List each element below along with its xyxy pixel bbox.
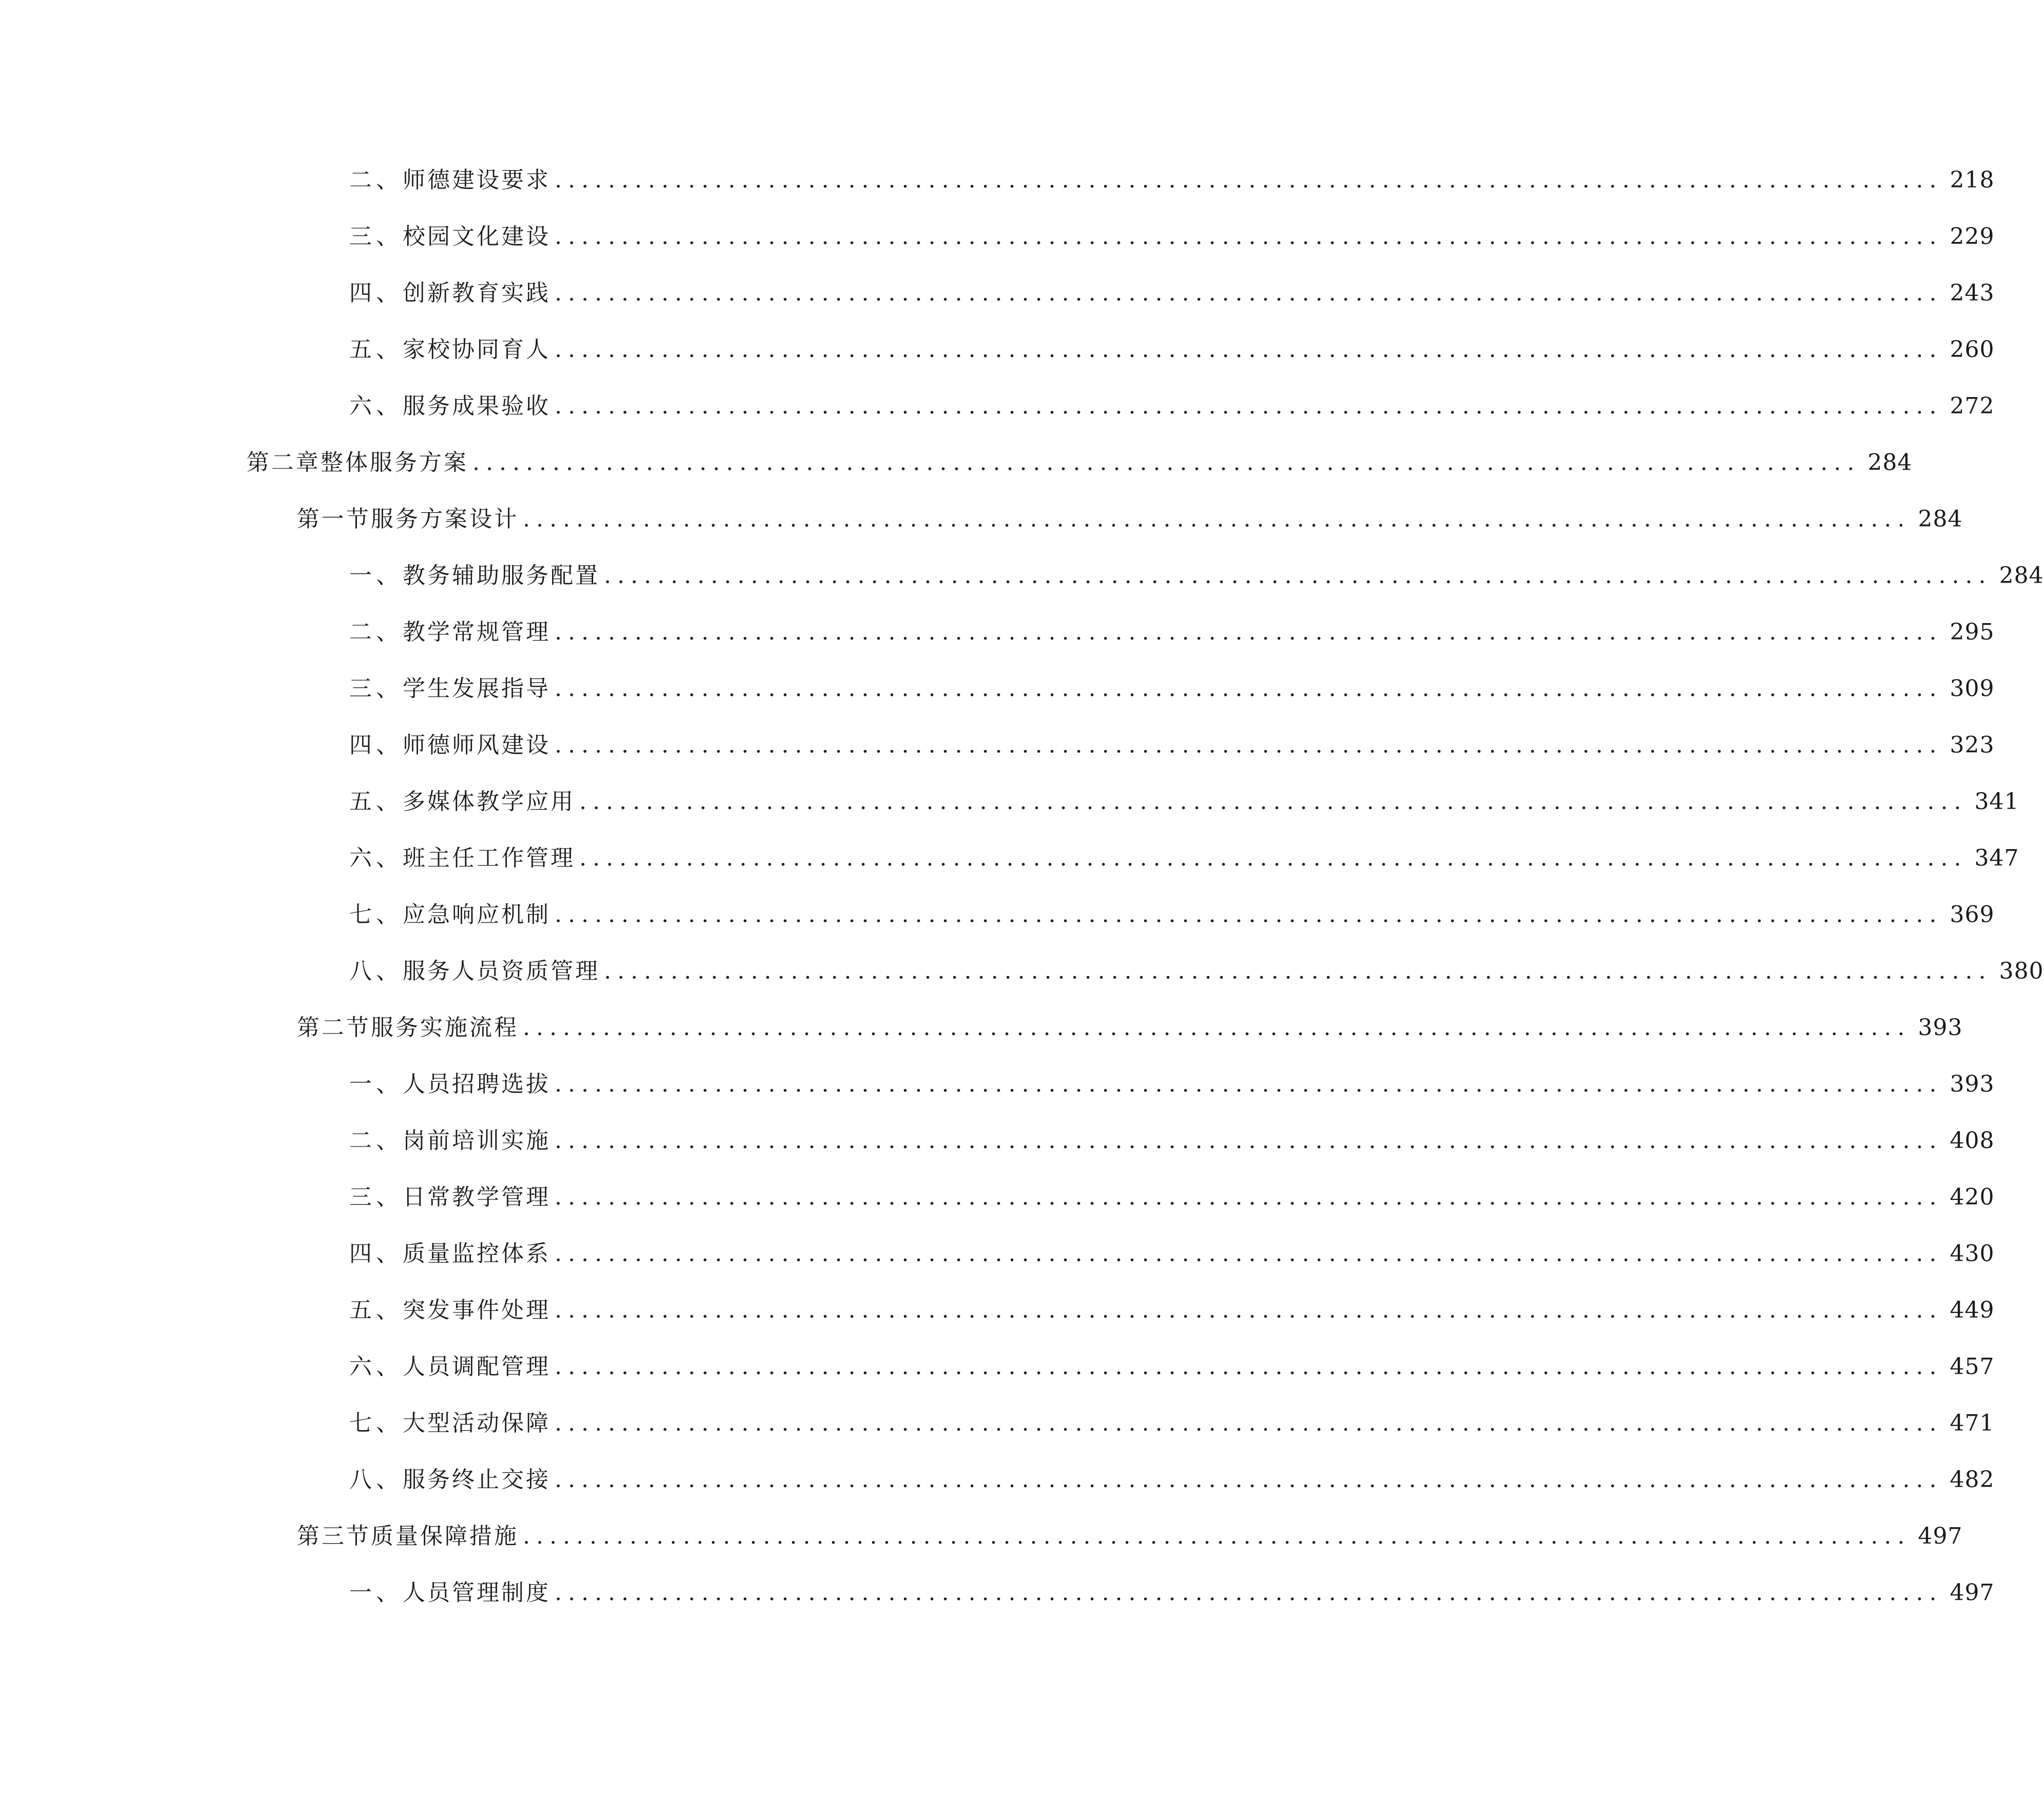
toc-entry-title: 岗前培训实施 — [403, 1128, 551, 1154]
dot-leader: ........................................................................................................ — [555, 1071, 1943, 1097]
toc-entry-page: 449 — [1950, 1297, 1995, 1323]
toc-entry[interactable] — [349, 1572, 1995, 1613]
toc-entry-page: 380 — [1999, 958, 2044, 984]
toc-entry-number: 八、 — [349, 1467, 403, 1493]
dot-leader: ........................................................................................................ — [555, 1241, 1943, 1267]
toc-section-title: 服务方案设计 — [371, 506, 519, 532]
dot-leader: ........................................................................................................ — [555, 1354, 1943, 1380]
toc-entry-title: 班主任工作管理 — [403, 845, 575, 871]
toc-entry-title: 教学常规管理 — [403, 619, 551, 645]
toc-entry-number: 三、 — [349, 1184, 403, 1210]
toc-entry-title: 校园文化建设 — [403, 223, 551, 250]
toc-entry[interactable] — [349, 1064, 1995, 1105]
toc-section-title: 质量保障措施 — [371, 1523, 519, 1549]
toc-entry-page: 284 — [1918, 506, 1963, 532]
dot-leader: ........................................................................................................ — [555, 675, 1943, 702]
toc-entry-page: 260 — [1950, 336, 1995, 363]
toc-section-entry[interactable] — [297, 1516, 1963, 1557]
dot-leader: ........................................................................................................ — [555, 223, 1943, 250]
toc-entry-title: 服务成果验收 — [403, 393, 551, 419]
toc-entry-title: 师德师风建设 — [403, 732, 551, 758]
toc-entry[interactable] — [349, 1120, 1995, 1161]
toc-entry-number: 一、 — [349, 1071, 403, 1097]
toc-entry-page: 341 — [1974, 789, 2019, 815]
toc-entry-number: 五、 — [349, 1297, 403, 1323]
toc-entry-page: 457 — [1950, 1354, 1995, 1380]
dot-leader: ........................................................................................................ — [555, 336, 1943, 363]
toc-entry-number: 四、 — [349, 280, 403, 306]
toc-entry-number: 四、 — [349, 1241, 403, 1267]
dot-leader: ........................................................................................................ — [555, 1184, 1943, 1210]
toc-entry[interactable] — [349, 781, 2019, 822]
toc-entry[interactable] — [349, 612, 1995, 653]
toc-entry[interactable] — [349, 1177, 1995, 1218]
toc-entry-number: 六、 — [349, 845, 403, 871]
toc-entry-number: 五、 — [349, 789, 403, 815]
toc-chapter-entry[interactable] — [247, 442, 1913, 483]
toc-entry-page: 393 — [1918, 1015, 1963, 1041]
toc-entry-title: 人员管理制度 — [403, 1580, 551, 1606]
toc-entry[interactable] — [349, 1233, 1995, 1274]
toc-entry-page: 284 — [1867, 449, 1913, 476]
toc-entry[interactable] — [349, 216, 1995, 257]
toc-entry-title: 大型活动保障 — [403, 1410, 551, 1436]
toc-entry-title: 应急响应机制 — [403, 902, 551, 928]
dot-leader: ........................................................................................................ — [523, 506, 1911, 532]
toc-entry-number: 五、 — [349, 336, 403, 363]
toc-entry-page: 272 — [1950, 393, 1995, 419]
toc-entry[interactable] — [349, 1346, 1995, 1387]
toc-entry-title: 师德建设要求 — [403, 167, 551, 193]
toc-chapter-title: 整体服务方案 — [320, 449, 468, 476]
toc-entry-page: 393 — [1950, 1071, 1995, 1097]
dot-leader: ........................................................................................................ — [555, 1410, 1943, 1436]
toc-entry-page: 497 — [1918, 1523, 1963, 1549]
toc-entry-number: 六、 — [349, 1354, 403, 1380]
toc-entry[interactable] — [349, 1403, 1995, 1444]
toc-entry[interactable] — [349, 668, 1995, 709]
toc-entry-number: 三、 — [349, 223, 403, 250]
toc-section-number: 第一节 — [297, 506, 371, 532]
toc-entry[interactable] — [349, 555, 2044, 596]
toc-entry-page: 323 — [1950, 732, 1995, 758]
dot-leader: ........................................................................................................ — [579, 789, 1967, 815]
dot-leader: ........................................................................................................ — [604, 958, 1992, 984]
toc-section-entry[interactable] — [297, 1007, 1963, 1048]
toc-entry[interactable] — [349, 951, 2044, 992]
toc-entry-title: 质量监控体系 — [403, 1241, 551, 1267]
toc-entry-title: 人员调配管理 — [403, 1354, 551, 1380]
dot-leader: ........................................................................................................ — [555, 619, 1943, 645]
toc-entry-title: 服务终止交接 — [403, 1467, 551, 1493]
toc-entry-page: 420 — [1950, 1184, 1995, 1210]
dot-leader: ........................................................................................................ — [555, 902, 1943, 928]
toc-entry-page: 284 — [1999, 562, 2044, 589]
toc-entry-title: 服务人员资质管理 — [403, 958, 600, 984]
dot-leader: ........................................................................................................ — [523, 1015, 1911, 1041]
toc-entry-page: 408 — [1950, 1128, 1995, 1154]
toc-entry-title: 教务辅助服务配置 — [403, 562, 600, 589]
toc-section-number: 第二节 — [297, 1015, 371, 1041]
toc-chapter-number: 第二章 — [247, 449, 320, 476]
toc-entry-page: 295 — [1950, 619, 1995, 645]
toc-entry-number: 二、 — [349, 167, 403, 193]
toc-entry-page: 218 — [1950, 167, 1995, 193]
dot-leader: ........................................................................................................ — [555, 167, 1943, 193]
toc-entry-page: 369 — [1950, 902, 1995, 928]
toc-entry[interactable] — [349, 838, 2019, 879]
dot-leader: ........................................................................................................ — [555, 1128, 1943, 1154]
toc-entry[interactable] — [349, 894, 1995, 935]
dot-leader: ........................................................................................................ — [555, 1297, 1943, 1323]
dot-leader: ........................................................................................................ — [555, 732, 1943, 758]
toc-entry[interactable] — [349, 160, 1995, 201]
toc-entry[interactable] — [349, 386, 1995, 427]
toc-entry-page: 482 — [1950, 1467, 1995, 1493]
dot-leader: ........................................................................................................ — [555, 393, 1943, 419]
toc-entry-number: 一、 — [349, 1580, 403, 1606]
toc-section-entry[interactable] — [297, 499, 1963, 540]
toc-entry-number: 四、 — [349, 732, 403, 758]
toc-entry-title: 学生发展指导 — [403, 675, 551, 702]
toc-entry[interactable] — [349, 1459, 1995, 1500]
toc-entry-number: 一、 — [349, 562, 403, 589]
toc-entry-title: 创新教育实践 — [403, 280, 551, 306]
toc-entry-number: 七、 — [349, 1410, 403, 1436]
toc-entry-number: 八、 — [349, 958, 403, 984]
toc-entry[interactable] — [349, 1290, 1995, 1331]
dot-leader: ........................................................................................................ — [555, 280, 1943, 306]
toc-entry-number: 二、 — [349, 1128, 403, 1154]
dot-leader: ........................................................................................................ — [523, 1523, 1911, 1549]
toc-entry-title: 多媒体教学应用 — [403, 789, 575, 815]
toc-entry-number: 七、 — [349, 902, 403, 928]
toc-section-title: 服务实施流程 — [371, 1015, 519, 1041]
toc-entry-page: 471 — [1950, 1410, 1995, 1436]
dot-leader: ........................................................................................................ — [472, 449, 1861, 476]
toc-entry-title: 日常教学管理 — [403, 1184, 551, 1210]
toc-section-number: 第三节 — [297, 1523, 371, 1549]
toc-entry-title: 家校协同育人 — [403, 336, 551, 363]
toc-entry-number: 二、 — [349, 619, 403, 645]
dot-leader: ........................................................................................................ — [579, 845, 1967, 871]
toc-entry[interactable] — [349, 329, 1995, 370]
toc-entry[interactable] — [349, 273, 1995, 314]
dot-leader: ........................................................................................................ — [555, 1467, 1943, 1493]
toc-entry-page: 229 — [1950, 223, 1995, 250]
toc-entry-page: 243 — [1950, 280, 1995, 306]
toc-entry-number: 三、 — [349, 675, 403, 702]
toc-entry-title: 突发事件处理 — [403, 1297, 551, 1323]
dot-leader: ........................................................................................................ — [604, 562, 1992, 589]
toc-entry-page: 347 — [1974, 845, 2019, 871]
toc-entry[interactable] — [349, 725, 1995, 766]
toc-entry-title: 人员招聘选拔 — [403, 1071, 551, 1097]
toc-entry-number: 六、 — [349, 393, 403, 419]
dot-leader: ........................................................................................................ — [555, 1580, 1943, 1606]
toc-entry-page: 309 — [1950, 675, 1995, 702]
toc-entry-page: 497 — [1950, 1580, 1995, 1606]
toc-entry-page: 430 — [1950, 1241, 1995, 1267]
